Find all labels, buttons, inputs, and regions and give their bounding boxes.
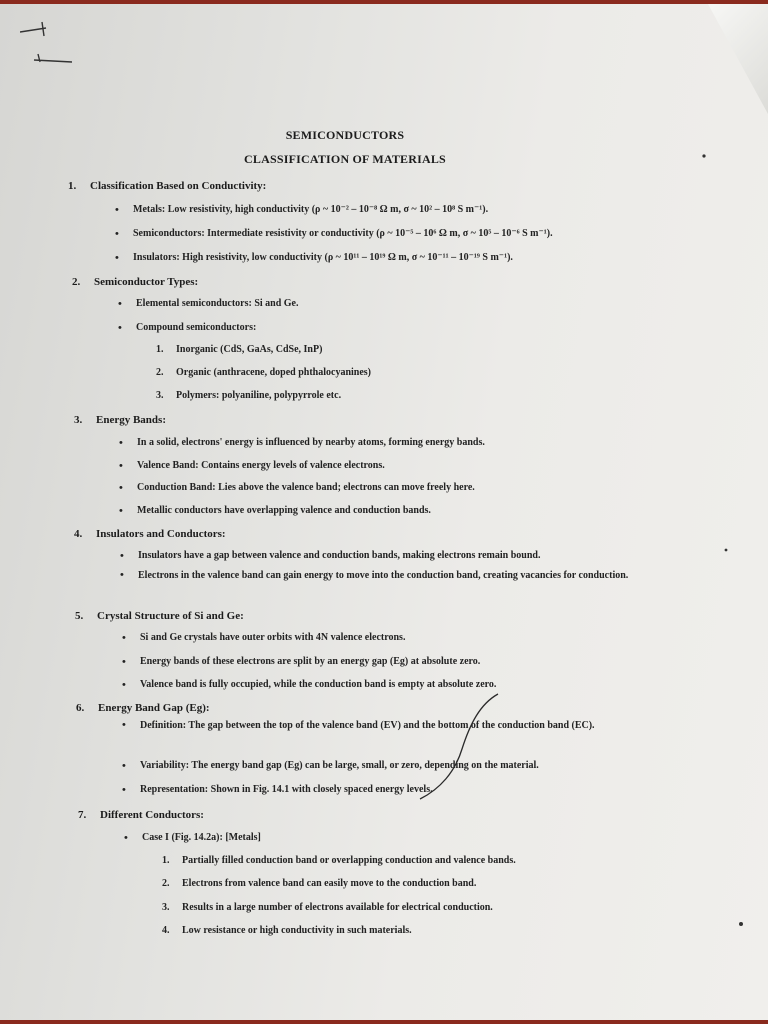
list-item: • Semiconductors: Intermediate resistivity or conductivity (ρ ~ 10⁻⁵ – 10⁶ Ω m, σ ~ 10⁵ – 10⁻⁶ S m⁻¹). bbox=[115, 228, 553, 240]
list-item: • Representation: Shown in Fig. 14.1 with closely spaced energy levels. bbox=[122, 784, 433, 796]
list-item: • Conduction Band: Lies above the valence band; electrons can move freely here. bbox=[119, 482, 475, 494]
pen-stroke-annotation bbox=[0, 4, 768, 1020]
list-item: • Metallic conductors have overlapping valence and conduction bands. bbox=[119, 505, 431, 517]
section-heading-5: 5. Crystal Structure of Si and Ge: bbox=[75, 610, 244, 622]
section-heading-2: 2. Semiconductor Types: bbox=[72, 276, 199, 288]
list-item: • Si and Ge crystals have outer orbits with 4N valence electrons. bbox=[122, 632, 406, 644]
list-item: • Variability: The energy band gap (Eg) can be large, small, or zero, depending on the material. bbox=[122, 760, 539, 772]
page-subtitle: CLASSIFICATION OF MATERIALS bbox=[244, 152, 446, 166]
list-item: 4. Low resistance or high conductivity in such materials. bbox=[162, 925, 412, 936]
section-heading-7: 7. Different Conductors: bbox=[78, 809, 204, 821]
list-item: • Insulators have a gap between valence and conduction bands, making electrons remain bound. bbox=[120, 550, 541, 562]
list-item: • Definition: The gap between the top of the valence band (EV) and the bottom of the conduction band (EC). bbox=[122, 719, 595, 731]
list-item: • Metals: Low resistivity, high conductivity (ρ ~ 10⁻² – 10⁻⁸ Ω m, σ ~ 10² – 10⁸ S m⁻¹). bbox=[115, 204, 489, 216]
list-item: 2. Electrons from valence band can easily move to the conduction band. bbox=[162, 878, 477, 889]
list-item: 3. Polymers: polyaniline, polypyrrole etc. bbox=[156, 390, 342, 401]
list-item: • Elemental semiconductors: Si and Ge. bbox=[118, 298, 299, 310]
list-item: • In a solid, electrons' energy is influenced by nearby atoms, forming energy bands. bbox=[119, 437, 485, 449]
section-heading-3: 3. Energy Bands: bbox=[74, 414, 166, 426]
list-item: • Case I (Fig. 14.2a): [Metals] bbox=[124, 832, 261, 844]
page-title: SEMICONDUCTORS bbox=[285, 128, 405, 142]
list-item: 2. Organic (anthracene, doped phthalocyanines) bbox=[156, 367, 372, 378]
list-item: • Electrons in the valence band can gain energy to move into the conduction band, creating vacancies for conduction. bbox=[120, 569, 629, 581]
section-heading-6: 6. Energy Band Gap (Eg): bbox=[76, 702, 210, 714]
list-item: • Valence Band: Contains energy levels of valence electrons. bbox=[119, 460, 385, 472]
list-item: 3. Results in a large number of electrons available for electrical conduction. bbox=[162, 902, 493, 913]
section-heading-1: 1. Classification Based on Conductivity: bbox=[68, 180, 267, 192]
list-item: • Insulators: High resistivity, low conductivity (ρ ~ 10¹¹ – 10¹⁹ Ω m, σ ~ 10⁻¹¹ – 10⁻¹⁹ S m⁻¹). bbox=[115, 252, 513, 264]
list-item: • Valence band is fully occupied, while the conduction band is empty at absolute zero. bbox=[122, 679, 497, 691]
section-heading-4: 4. Insulators and Conductors: bbox=[74, 528, 226, 540]
paper-sheet bbox=[0, 4, 768, 1020]
list-item: • Compound semiconductors: bbox=[118, 322, 257, 334]
list-item: • Energy bands of these electrons are split by an energy gap (Eg) at absolute zero. bbox=[122, 656, 481, 668]
list-item: 1. Inorganic (CdS, GaAs, CdSe, InP) bbox=[156, 344, 323, 355]
list-item: 1. Partially filled conduction band or overlapping conduction and valence bands. bbox=[162, 855, 516, 866]
